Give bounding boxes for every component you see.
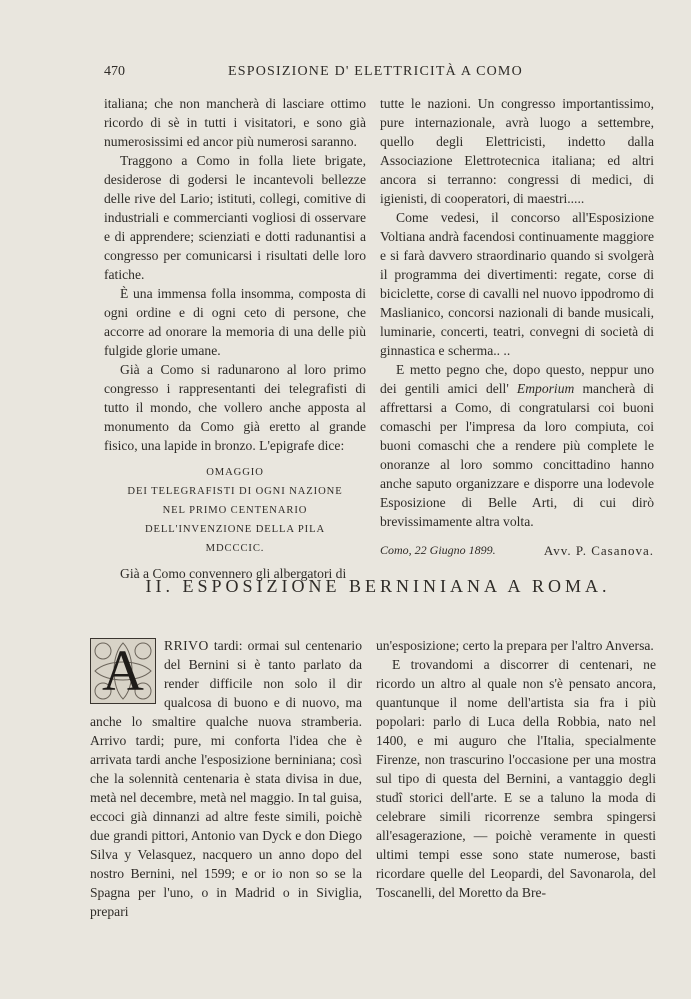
paragraph: italiana; che non mancherà di lasciare ottimo ricordo di sè in tutti i visitatori, e sono già numerosissimi ed ancor più numerosi saranno.	[104, 96, 366, 149]
signature: Avv. P. Casanova.	[543, 543, 654, 558]
epigraph-line: MDCCCIC.	[205, 543, 265, 554]
text-run: tardi: ormai sul centenario del Bernini si è tanto parlato da render difficile non solo il dir qualcosa di buono e di nuovo, ma anche lo smaltire qualche nuova stramberia. Arrivo tardi; pure, mi conforta l'idea che è arrivata tardi anche l'esposizione berniniana; così che la solennità centenaria è stata divisa in due, metà nel decembre, metà nel maggio. In tal guisa, eccoci già dinnanzi ad altre feste simili, poichè due grandi pittori, Antonio van Dyck e don Diego Silva y Velasquez, nacquero un anno dopo del nostro Bernini, nel 1599; e or io non so se la Spagna per l'uno, o in Madrid o in Siviglia, prepari	[90, 638, 362, 919]
paragraph	[380, 360, 654, 531]
paragraph: Già a Como si radunarono al loro primo congresso i rappresentanti dei telegrafisti di tutto il mondo, che vollero anche apposta al monumento da Como già eretto al grande fisico, una lapide in bronzo. L'epigrafe dice:	[104, 362, 366, 453]
epigraph	[104, 463, 366, 558]
epigraph-line: NEL PRIMO CENTENARIO	[162, 505, 308, 516]
column-2	[380, 94, 654, 560]
column-1	[104, 94, 366, 583]
dateline-row	[380, 541, 654, 560]
paragraph: Già a Como convennero gli albergatori di	[120, 566, 347, 581]
lead-word: RRIVO	[164, 638, 209, 653]
column-3	[90, 636, 362, 921]
dateline: Como, 22 Giugno 1899.	[380, 543, 496, 557]
page-number: 470	[104, 64, 125, 79]
paragraph: Traggono a Como in folla liete brigate, desiderose di godersi le incantevoli bellezze delle rive del Lario; istituti, collegi, comitive di industriali e commercianti vogliosi di osservare e di apprendere; scienziati e dotti radunantisi a congresso per comunicarsi i risultati delle loro fatiche.	[104, 153, 366, 282]
decorated-initial	[90, 638, 156, 704]
paragraph: E trovandomi a discorrer di centenari, ne ricordo un altro al quale non s'è pensato ancora, quantunque il nome dell'artista sia fra i più popolari: parlo di Luca della Robbia, nato nel 1400, e mi auguro che l'Italia, specialmente Firenze, non trascurino l'occasione per una mostra sul tipo di questa del Bernini, a vantaggio degli studî storici dell'arte. E se a taluno la moda di celebrare simili ricorrenze sembra spingersi all'esagerazione, — poichè veramente in questi ultimi tempi esse sono state numerose, basti ricordare quelle del Leopardi, del Savonarola, del Toscanelli, del Moretto da Bre-	[376, 657, 656, 900]
column-4	[376, 636, 656, 902]
paragraph: un'esposizione; certo la prepara per l'altro Anversa.	[376, 638, 654, 653]
paragraph: Come vedesi, il concorso all'Esposizione Voltiana andrà facendosi continuamente maggiore e si farà davvero straordinario quando si svolgerà il programma dei divertimenti: regate, corse di biciclette, corse di cavalli nel nuovo ippodromo di Maslianico, concorsi nazionali di bande musicali, luminarie, concerti, teatri, convegni di società di ginnastica e scherma.. ..	[380, 210, 654, 358]
dropcap-letter: A	[102, 638, 144, 703]
running-title: ESPOSIZIONE D' ELETTRICITÀ A COMO	[228, 64, 523, 79]
text-run: E metto pegno che, dopo questo, neppur uno dei gentili amici dell'	[380, 362, 654, 396]
paragraph: tutte le nazioni. Un congresso importantissimo, pure internazionale, avrà luogo a settembre, quello degli Elettricisti, indetto dalla Associazione Elettrotecnica italiana; ed altri ancora si terranno: congressi di medici, di igienisti, di cooperatori, di maestri.....	[380, 96, 654, 206]
epigraph-line: DELL'INVENZIONE DELLA PILA	[144, 524, 326, 535]
section-title: II. ESPOSIZIONE BERNINIANA A ROMA.	[145, 576, 611, 596]
text-run: mancherà di affrettarsi a Como, di congratularsi coi buoni comaschi per l'impresa da loro compiuta, coi buoni comaschi che a rendere più complete le onoranze al loro sommo concittadino hanno anche saputo organizzare e disporre una lodevole Esposizione di Belle Arti, di cui dirò brevissimamente altra volta.	[380, 381, 655, 529]
epigraph-line: OMAGGIO	[206, 467, 264, 478]
magazine-name: Emporium	[516, 381, 575, 396]
epigraph-line: DEI TELEGRAFISTI DI OGNI NAZIONE	[127, 486, 343, 497]
paragraph: È una immensa folla insomma, composta di ogni ordine e di ogni ceto di persone, che accorre ad onorare la memoria di una delle più fulgide glorie umane.	[104, 286, 366, 358]
